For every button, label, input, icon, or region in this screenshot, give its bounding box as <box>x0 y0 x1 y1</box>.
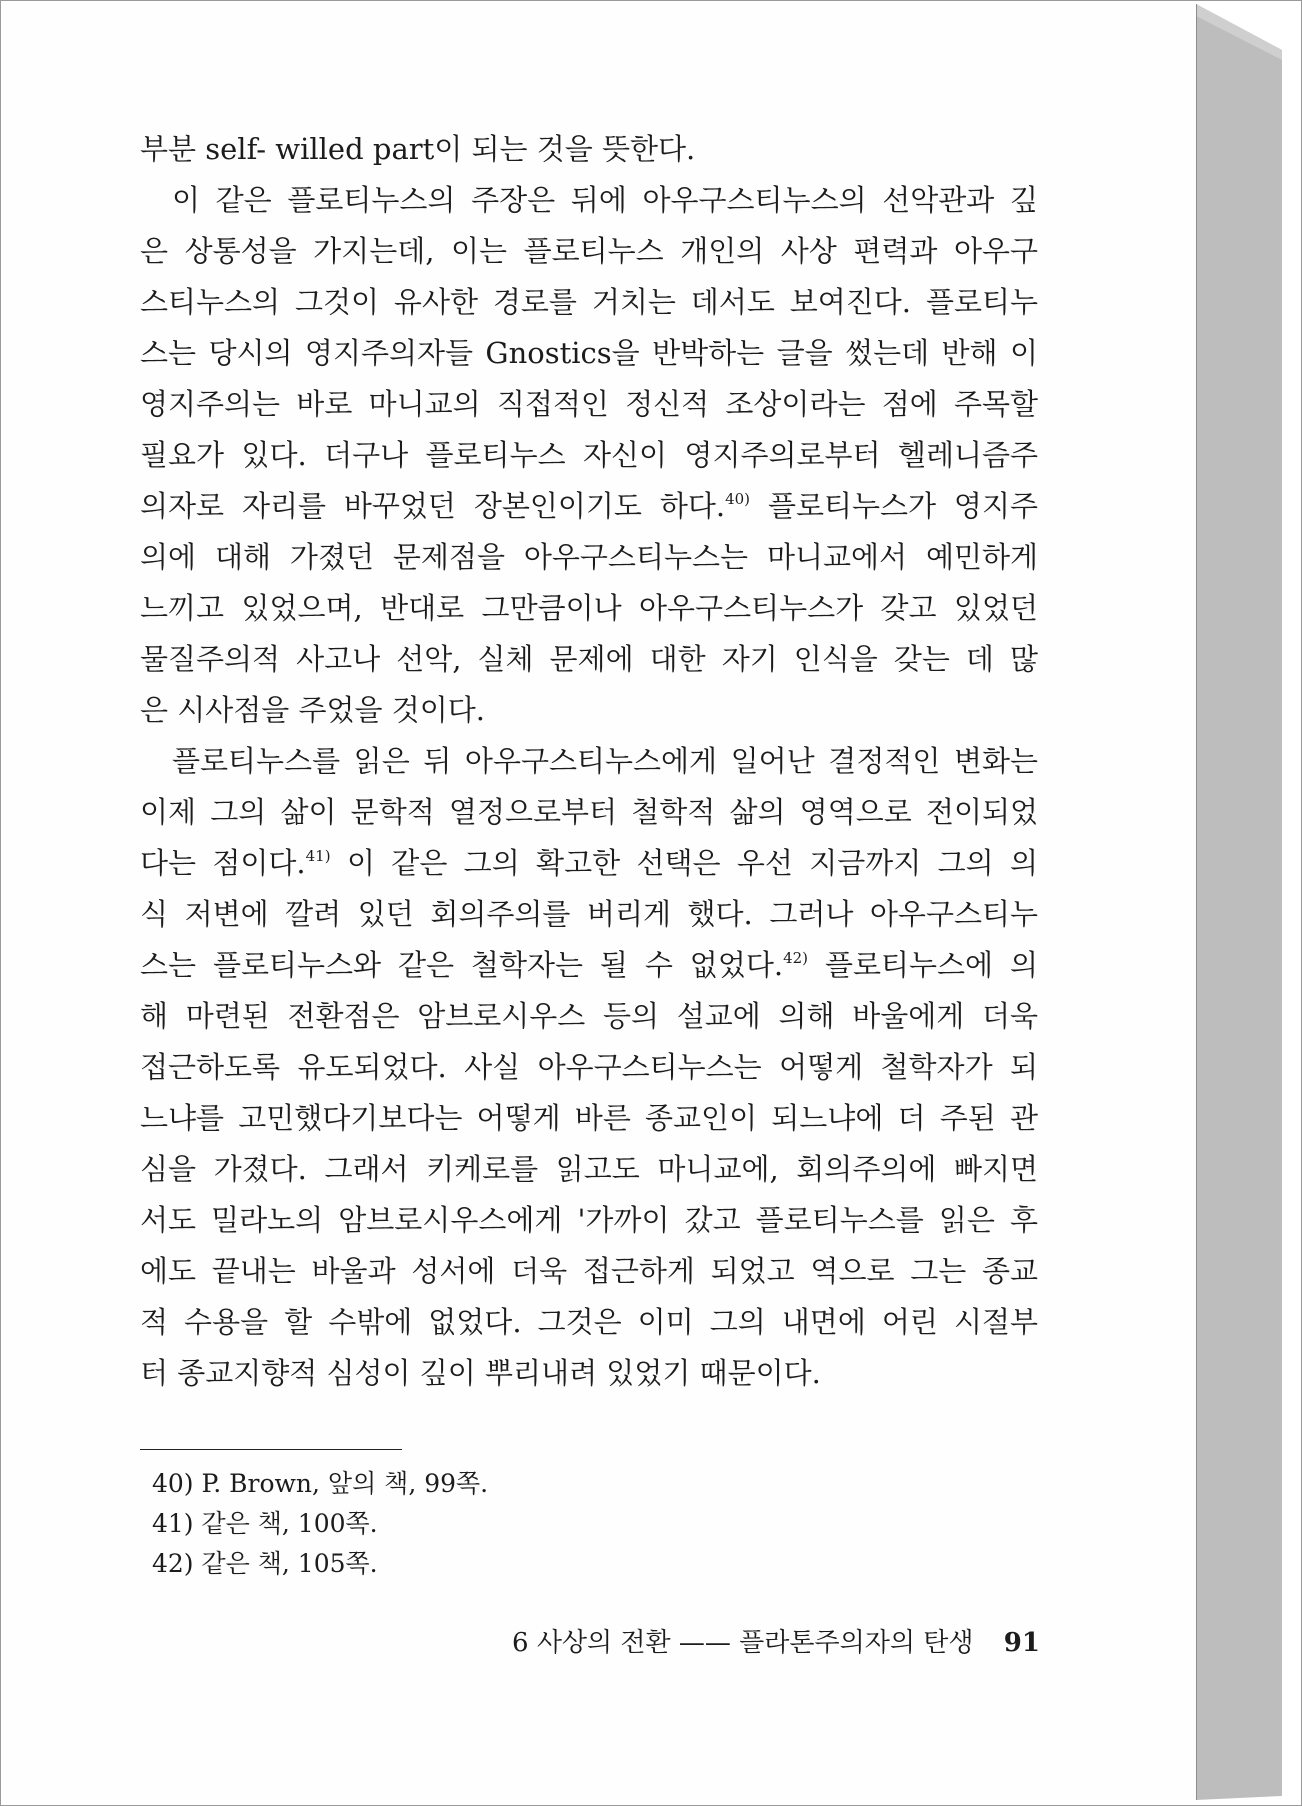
line-text: 물질주의적 사고나 선악, 실체 문제에 대한 자기 인식을 갖는 데 많 <box>140 642 1038 676</box>
text-line <box>140 787 1038 838</box>
footnote-marker: 41) <box>305 847 331 865</box>
text-line <box>140 1144 1038 1195</box>
line-text: 스는 당시의 영지주의자들 Gnostics을 반박하는 글을 썼는데 반해 이 <box>140 336 1038 370</box>
text-line <box>140 481 1038 532</box>
line-text: 의에 대해 가졌던 문제점을 아우구스티누스는 마니교에서 예민하게 <box>140 540 1038 574</box>
text-line <box>140 226 1038 277</box>
text-line <box>140 583 1038 634</box>
text-line <box>140 1042 1038 1093</box>
line-text: 에도 끝내는 바울과 성서에 더욱 접근하게 되었고 역으로 그는 종교 <box>140 1254 1038 1288</box>
line-text: 식 저변에 깔려 있던 회의주의를 버리게 했다. 그러나 아우구스티누 <box>140 897 1038 931</box>
footnote-marker: 42) <box>783 949 809 967</box>
running-footer <box>512 1622 1040 1659</box>
text-line <box>140 124 1038 175</box>
footnote-rule <box>140 1449 402 1450</box>
line-text: 적 수용을 할 수밖에 없었다. 그것은 이미 그의 내면에 어린 시절부 <box>140 1305 1038 1339</box>
text-line <box>140 430 1038 481</box>
text-line <box>140 379 1038 430</box>
text-line <box>140 1195 1038 1246</box>
line-text: 은 상통성을 가지는데, 이는 플로티누스 개인의 사상 편력과 아우구 <box>140 234 1038 268</box>
footnote-41: 41) 같은 책, 100쪽. <box>152 1509 378 1538</box>
footnote-42: 42) 같은 책, 105쪽. <box>152 1549 378 1578</box>
text-line <box>140 940 1038 991</box>
text-line <box>140 328 1038 379</box>
line-text: 느냐를 고민했다기보다는 어떻게 바른 종교인이 되느냐에 더 주된 관 <box>140 1101 1038 1135</box>
line-text: 해 마련된 전환점은 암브로시우스 등의 설교에 의해 바울에게 더욱 <box>140 999 1038 1033</box>
text-line <box>140 838 1038 889</box>
line-text-continued: 플로티누스에 의 <box>808 948 1038 982</box>
text-line <box>140 277 1038 328</box>
text-line <box>140 889 1038 940</box>
line-text: 이 같은 플로티누스의 주장은 뒤에 아우구스티누스의 선악관과 깊 <box>172 183 1038 217</box>
line-text: 서도 밀라노의 암브로시우스에게 '가까이 갔고 플로티누스를 읽은 후 <box>140 1203 1038 1237</box>
footnote-40: 40) P. Brown, 앞의 책, 99쪽. <box>152 1469 489 1498</box>
body-text <box>140 124 1038 1399</box>
text-line <box>140 736 1038 787</box>
line-text: 부분 self- willed part이 되는 것을 뜻한다. <box>140 132 696 166</box>
text-line <box>140 1093 1038 1144</box>
text-line <box>140 634 1038 685</box>
line-text: 터 종교지향적 심성이 깊이 뿌리내려 있었기 때문이다. <box>140 1356 821 1390</box>
line-text: 심을 가졌다. 그래서 키케로를 읽고도 마니교에, 회의주의에 빠지면 <box>140 1152 1038 1186</box>
text-line <box>140 991 1038 1042</box>
line-text: 은 시사점을 주었을 것이다. <box>140 693 486 727</box>
line-text: 접근하도록 유도되었다. 사실 아우구스티누스는 어떻게 철학자가 되 <box>140 1050 1038 1084</box>
line-text-continued: 이 같은 그의 확고한 선택은 우선 지금까지 그의 의 <box>330 846 1038 880</box>
line-text: 다는 점이다. <box>140 846 306 880</box>
line-text: 이제 그의 삶이 문학적 열정으로부터 철학적 삶의 영역으로 전이되었 <box>140 795 1038 829</box>
chapter-number: 6 <box>512 1628 529 1658</box>
line-text: 스는 플로티누스와 같은 철학자는 될 수 없었다. <box>140 948 784 982</box>
line-text: 스티누스의 그것이 유사한 경로를 거치는 데서도 보여진다. 플로티누 <box>140 285 1038 319</box>
line-text: 의자로 자리를 바꾸었던 장본인이기도 하다. <box>140 489 726 523</box>
text-line <box>140 1297 1038 1348</box>
page-number: 91 <box>1003 1628 1040 1658</box>
text-line <box>140 175 1038 226</box>
line-text: 느끼고 있었으며, 반대로 그만큼이나 아우구스티누스가 갖고 있었던 <box>140 591 1038 625</box>
footnote-marker: 40) <box>725 490 751 508</box>
text-line <box>140 1246 1038 1297</box>
line-text-continued: 플로티누스가 영지주 <box>750 489 1038 523</box>
line-text: 플로티누스를 읽은 뒤 아우구스티누스에게 일어난 결정적인 변화는 <box>172 744 1038 778</box>
text-line <box>140 685 1038 736</box>
text-line <box>140 532 1038 583</box>
chapter-title: 사상의 전환 —— 플라톤주의자의 탄생 <box>536 1628 974 1658</box>
text-line <box>140 1348 1038 1399</box>
footnotes <box>152 1464 488 1584</box>
line-text: 영지주의는 바로 마니교의 직접적인 정신적 조상이라는 점에 주목할 <box>140 387 1038 421</box>
line-text: 필요가 있다. 더구나 플로티누스 자신이 영지주의로부터 헬레니즘주 <box>140 438 1038 472</box>
